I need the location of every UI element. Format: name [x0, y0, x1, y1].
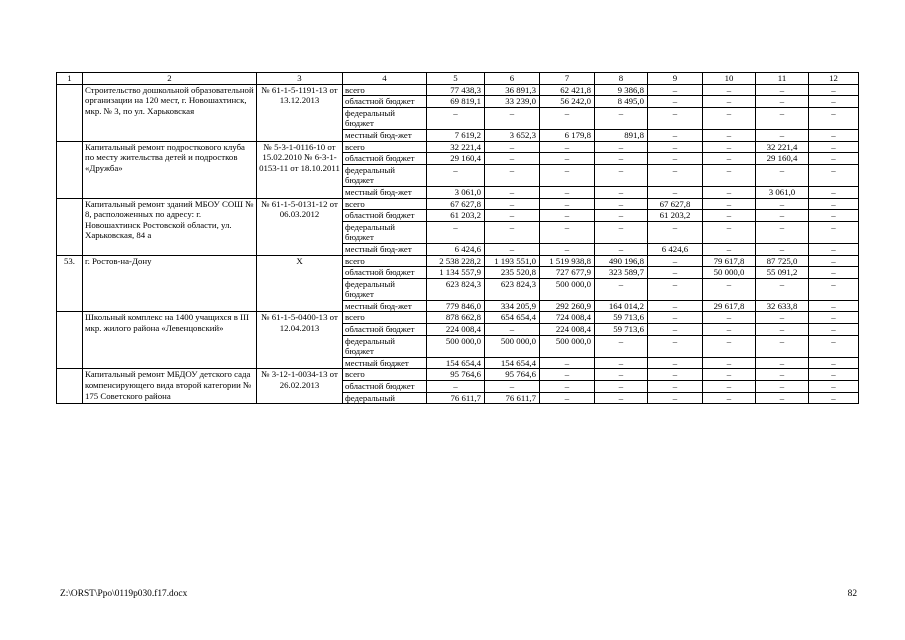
amount-cell: 154 654,4: [485, 357, 540, 369]
amount-cell: –: [703, 186, 756, 198]
amount-cell: –: [703, 312, 756, 324]
object-name-cell: Капитальный ремонт МБДОУ детского сада компенсирующего вида второй категории № 175 Советского района: [83, 369, 257, 404]
document-ref-cell: № 61-1-5-1191-13 от 13.12.2013: [257, 84, 343, 141]
column-header: 9: [648, 73, 703, 85]
funding-source-cell: областной бюджет: [343, 324, 427, 336]
amount-cell: 32 221,4: [756, 141, 809, 153]
amount-cell: –: [485, 107, 540, 129]
amount-cell: –: [540, 107, 595, 129]
amount-cell: 490 196,8: [595, 255, 648, 267]
amount-cell: 32 633,8: [756, 300, 809, 312]
amount-cell: –: [540, 221, 595, 243]
amount-cell: –: [485, 164, 540, 186]
amount-cell: –: [595, 369, 648, 381]
column-header: 4: [343, 73, 427, 85]
amount-cell: –: [595, 153, 648, 165]
table-row: [57, 312, 859, 324]
funding-source-cell: областной бюджет: [343, 210, 427, 222]
row-number-cell: [57, 198, 83, 255]
amount-cell: –: [485, 210, 540, 222]
amount-cell: –: [809, 300, 859, 312]
amount-cell: –: [540, 381, 595, 393]
amount-cell: –: [485, 243, 540, 255]
funding-source-cell: федеральный: [343, 392, 427, 404]
amount-cell: –: [595, 198, 648, 210]
amount-cell: –: [703, 107, 756, 129]
amount-cell: 29 160,4: [756, 153, 809, 165]
amount-cell: –: [595, 357, 648, 369]
amount-cell: 8 495,0: [595, 96, 648, 108]
amount-cell: –: [595, 335, 648, 357]
amount-cell: –: [703, 278, 756, 300]
amount-cell: 3 061,0: [427, 186, 485, 198]
funding-source-cell: федеральный бюджет: [343, 221, 427, 243]
object-name-cell: Капитальный ремонт зданий МБОУ СОШ № 8, расположенных по адресу: г. Новошахтинск Ростовской области, ул. Харьковская, 84 а: [83, 198, 257, 255]
amount-cell: –: [595, 107, 648, 129]
amount-cell: 36 891,3: [485, 84, 540, 96]
amount-cell: –: [540, 392, 595, 404]
amount-cell: –: [648, 324, 703, 336]
amount-cell: –: [756, 129, 809, 141]
amount-cell: –: [809, 392, 859, 404]
amount-cell: –: [540, 357, 595, 369]
amount-cell: –: [703, 210, 756, 222]
column-header: 10: [703, 73, 756, 85]
amount-cell: 779 846,0: [427, 300, 485, 312]
table-row: [57, 198, 859, 210]
amount-cell: –: [809, 324, 859, 336]
amount-cell: –: [809, 357, 859, 369]
amount-cell: –: [485, 381, 540, 393]
amount-cell: 1 193 551,0: [485, 255, 540, 267]
amount-cell: 9 386,8: [595, 84, 648, 96]
amount-cell: 95 764,6: [485, 369, 540, 381]
amount-cell: –: [540, 153, 595, 165]
funding-source-cell: областной бюджет: [343, 153, 427, 165]
amount-cell: –: [648, 357, 703, 369]
amount-cell: –: [485, 221, 540, 243]
row-number-cell: [57, 141, 83, 198]
row-number-cell: 53.: [57, 255, 83, 312]
amount-cell: –: [648, 141, 703, 153]
amount-cell: –: [809, 107, 859, 129]
amount-cell: 878 662,8: [427, 312, 485, 324]
amount-cell: 56 242,0: [540, 96, 595, 108]
amount-cell: –: [756, 96, 809, 108]
amount-cell: –: [648, 96, 703, 108]
amount-cell: 623 824,3: [427, 278, 485, 300]
amount-cell: –: [540, 186, 595, 198]
amount-cell: –: [648, 369, 703, 381]
amount-cell: –: [540, 210, 595, 222]
amount-cell: –: [809, 186, 859, 198]
amount-cell: –: [703, 96, 756, 108]
amount-cell: –: [648, 186, 703, 198]
funding-source-cell: федеральный бюджет: [343, 335, 427, 357]
column-header: 6: [485, 73, 540, 85]
amount-cell: 500 000,0: [485, 335, 540, 357]
amount-cell: 76 611,7: [485, 392, 540, 404]
amount-cell: 6 179,8: [540, 129, 595, 141]
amount-cell: –: [595, 186, 648, 198]
amount-cell: –: [648, 278, 703, 300]
amount-cell: 95 764,6: [427, 369, 485, 381]
column-header: 8: [595, 73, 648, 85]
funding-source-cell: местный бюд-жет: [343, 129, 427, 141]
amount-cell: 891,8: [595, 129, 648, 141]
funding-source-cell: всего: [343, 198, 427, 210]
amount-cell: 500 000,0: [427, 335, 485, 357]
amount-cell: –: [756, 210, 809, 222]
funding-source-cell: всего: [343, 369, 427, 381]
amount-cell: –: [703, 335, 756, 357]
amount-cell: –: [485, 186, 540, 198]
column-header: 5: [427, 73, 485, 85]
funding-source-cell: всего: [343, 84, 427, 96]
amount-cell: 3 652,3: [485, 129, 540, 141]
amount-cell: 500 000,0: [540, 335, 595, 357]
amount-cell: 2 538 228,2: [427, 255, 485, 267]
amount-cell: –: [756, 312, 809, 324]
amount-cell: –: [427, 221, 485, 243]
amount-cell: 235 520,8: [485, 267, 540, 279]
amount-cell: –: [756, 107, 809, 129]
amount-cell: –: [595, 210, 648, 222]
amount-cell: –: [756, 392, 809, 404]
amount-cell: 33 239,0: [485, 96, 540, 108]
table-row: [57, 141, 859, 153]
amount-cell: –: [809, 96, 859, 108]
amount-cell: 500 000,0: [540, 278, 595, 300]
amount-cell: –: [540, 198, 595, 210]
amount-cell: –: [703, 84, 756, 96]
amount-cell: 79 617,8: [703, 255, 756, 267]
amount-cell: –: [648, 153, 703, 165]
amount-cell: 87 725,0: [756, 255, 809, 267]
amount-cell: –: [756, 335, 809, 357]
amount-cell: –: [648, 129, 703, 141]
column-header: 11: [756, 73, 809, 85]
amount-cell: 727 677,9: [540, 267, 595, 279]
amount-cell: –: [648, 255, 703, 267]
amount-cell: –: [703, 221, 756, 243]
amount-cell: –: [648, 335, 703, 357]
amount-cell: –: [427, 381, 485, 393]
funding-source-cell: местный бюджет: [343, 357, 427, 369]
amount-cell: 224 008,4: [427, 324, 485, 336]
funding-source-cell: всего: [343, 312, 427, 324]
amount-cell: –: [809, 335, 859, 357]
amount-cell: –: [756, 369, 809, 381]
funding-source-cell: всего: [343, 141, 427, 153]
amount-cell: –: [540, 141, 595, 153]
amount-cell: –: [756, 221, 809, 243]
amount-cell: –: [595, 164, 648, 186]
amount-cell: –: [809, 255, 859, 267]
amount-cell: –: [703, 357, 756, 369]
amount-cell: –: [703, 392, 756, 404]
column-header: 12: [809, 73, 859, 85]
amount-cell: –: [485, 324, 540, 336]
row-number-cell: [57, 369, 83, 404]
amount-cell: –: [648, 84, 703, 96]
amount-cell: 61 203,2: [648, 210, 703, 222]
amount-cell: 77 438,3: [427, 84, 485, 96]
amount-cell: –: [703, 198, 756, 210]
amount-cell: 334 205,9: [485, 300, 540, 312]
amount-cell: 323 589,7: [595, 267, 648, 279]
amount-cell: –: [809, 381, 859, 393]
amount-cell: 55 091,2: [756, 267, 809, 279]
amount-cell: –: [648, 392, 703, 404]
amount-cell: –: [485, 141, 540, 153]
amount-cell: 154 654,4: [427, 357, 485, 369]
amount-cell: –: [648, 107, 703, 129]
amount-cell: –: [756, 198, 809, 210]
amount-cell: –: [809, 267, 859, 279]
amount-cell: –: [648, 221, 703, 243]
amount-cell: –: [703, 153, 756, 165]
amount-cell: 1 519 938,8: [540, 255, 595, 267]
column-header: 2: [83, 73, 257, 85]
amount-cell: 292 260,9: [540, 300, 595, 312]
budget-table-page: [56, 72, 858, 404]
amount-cell: 61 203,2: [427, 210, 485, 222]
document-ref-cell: № 61-1-5-0131-12 от 06.03.2012: [257, 198, 343, 255]
funding-source-cell: областной бюджет: [343, 267, 427, 279]
page-number: 82: [847, 589, 857, 599]
amount-cell: –: [648, 312, 703, 324]
table-row: [57, 369, 859, 381]
amount-cell: –: [595, 381, 648, 393]
amount-cell: –: [648, 381, 703, 393]
amount-cell: –: [595, 221, 648, 243]
amount-cell: –: [809, 84, 859, 96]
amount-cell: –: [809, 243, 859, 255]
amount-cell: –: [809, 141, 859, 153]
amount-cell: –: [703, 243, 756, 255]
amount-cell: 29 617,8: [703, 300, 756, 312]
column-header-row: [57, 73, 859, 85]
amount-cell: 224 008,4: [540, 324, 595, 336]
amount-cell: –: [756, 324, 809, 336]
amount-cell: 164 014,2: [595, 300, 648, 312]
amount-cell: –: [485, 153, 540, 165]
amount-cell: –: [809, 198, 859, 210]
amount-cell: –: [540, 369, 595, 381]
funding-source-cell: местный бюд-жет: [343, 186, 427, 198]
amount-cell: –: [756, 278, 809, 300]
amount-cell: –: [648, 164, 703, 186]
amount-cell: 67 627,8: [648, 198, 703, 210]
funding-source-cell: областной бюджет: [343, 96, 427, 108]
amount-cell: 623 824,3: [485, 278, 540, 300]
amount-cell: 29 160,4: [427, 153, 485, 165]
table-row: [57, 84, 859, 96]
amount-cell: –: [809, 164, 859, 186]
amount-cell: –: [809, 369, 859, 381]
column-header: 1: [57, 73, 83, 85]
object-name-cell: Строительство дошкольной образовательной организации на 120 мест, г. Новошахтинск, мкр. № 3, по ул. Харьковская: [83, 84, 257, 141]
amount-cell: 62 421,8: [540, 84, 595, 96]
amount-cell: –: [648, 300, 703, 312]
amount-cell: –: [703, 381, 756, 393]
document-file-path: Z:\ORST\Ppo\0119p030.f17.docx: [60, 589, 188, 599]
amount-cell: 69 819,1: [427, 96, 485, 108]
amount-cell: 50 000,0: [703, 267, 756, 279]
amount-cell: –: [595, 278, 648, 300]
amount-cell: –: [809, 312, 859, 324]
document-ref-cell: № 61-1-5-0400-13 от 12.04.2013: [257, 312, 343, 369]
amount-cell: –: [809, 210, 859, 222]
amount-cell: –: [756, 164, 809, 186]
amount-cell: –: [595, 392, 648, 404]
column-header: 7: [540, 73, 595, 85]
amount-cell: 654 654,4: [485, 312, 540, 324]
amount-cell: –: [703, 141, 756, 153]
amount-cell: –: [485, 198, 540, 210]
amount-cell: –: [703, 324, 756, 336]
amount-cell: –: [756, 381, 809, 393]
document-ref-cell: № 3-12-1-0034-13 от 26.02.2013: [257, 369, 343, 404]
amount-cell: –: [703, 129, 756, 141]
table-row: [57, 255, 859, 267]
amount-cell: –: [756, 84, 809, 96]
amount-cell: 3 061,0: [756, 186, 809, 198]
amount-cell: –: [540, 243, 595, 255]
object-name-cell: Капитальный ремонт подросткового клуба по месту жительства детей и подростков «Дружба»: [83, 141, 257, 198]
funding-source-cell: федеральный бюджет: [343, 164, 427, 186]
amount-cell: –: [703, 164, 756, 186]
amount-cell: –: [427, 107, 485, 129]
amount-cell: –: [540, 164, 595, 186]
amount-cell: 6 424,6: [427, 243, 485, 255]
amount-cell: 59 713,6: [595, 324, 648, 336]
amount-cell: 76 611,7: [427, 392, 485, 404]
amount-cell: –: [756, 243, 809, 255]
amount-cell: –: [809, 129, 859, 141]
amount-cell: –: [809, 153, 859, 165]
column-header: 3: [257, 73, 343, 85]
amount-cell: 67 627,8: [427, 198, 485, 210]
amount-cell: –: [427, 164, 485, 186]
amount-cell: 1 134 557,9: [427, 267, 485, 279]
funding-source-cell: областной бюджет: [343, 381, 427, 393]
amount-cell: 7 619,2: [427, 129, 485, 141]
amount-cell: –: [703, 369, 756, 381]
row-number-cell: [57, 84, 83, 141]
funding-source-cell: всего: [343, 255, 427, 267]
funding-source-cell: местный бюд-жет: [343, 243, 427, 255]
funding-source-cell: местный бюд-жет: [343, 300, 427, 312]
amount-cell: –: [595, 141, 648, 153]
amount-cell: 6 424,6: [648, 243, 703, 255]
row-number-cell: [57, 312, 83, 369]
document-ref-cell: № 5-3-1-0116-10 от 15.02.2010 № 6-3-1-0153-11 от 18.10.2011: [257, 141, 343, 198]
object-name-cell: Школьный комплекс на 1400 учащихся в III мкр. жилого района «Левенцовский»: [83, 312, 257, 369]
funding-source-cell: федеральный бюджет: [343, 278, 427, 300]
amount-cell: 724 008,4: [540, 312, 595, 324]
amount-cell: 32 221,4: [427, 141, 485, 153]
amount-cell: –: [595, 243, 648, 255]
document-ref-cell: X: [257, 255, 343, 312]
budget-table: [56, 72, 859, 404]
amount-cell: –: [809, 278, 859, 300]
amount-cell: 59 713,6: [595, 312, 648, 324]
amount-cell: –: [756, 357, 809, 369]
amount-cell: –: [809, 221, 859, 243]
funding-source-cell: федеральный бюджет: [343, 107, 427, 129]
amount-cell: –: [648, 267, 703, 279]
object-name-cell: г. Ростов-на-Дону: [83, 255, 257, 312]
